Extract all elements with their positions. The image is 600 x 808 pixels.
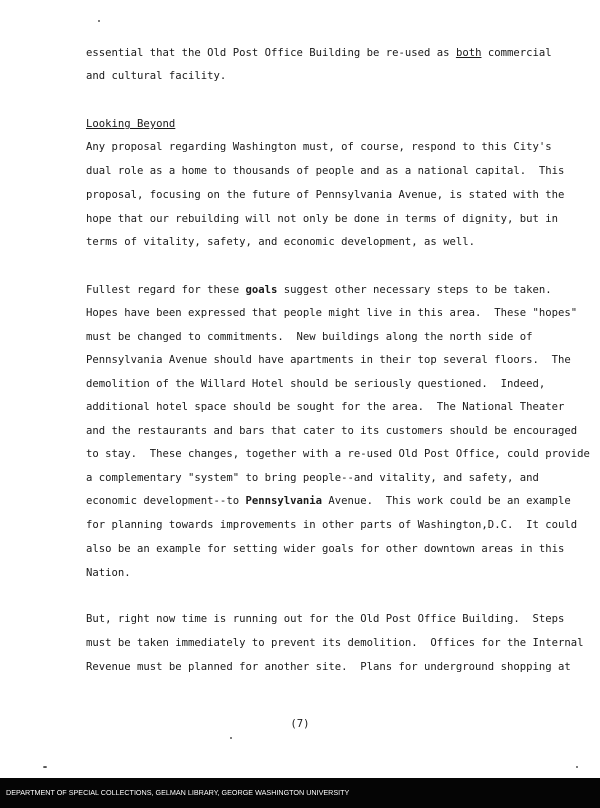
text-line: Pennsylvania Avenue should have apartments in their top several floors. The <box>86 354 571 366</box>
scan-speck <box>98 20 100 22</box>
text-line: must be changed to commitments. New buildings along the north side of <box>86 331 533 343</box>
scan-speck <box>230 737 232 739</box>
text-span: economic development--to <box>86 495 246 507</box>
text-span: Fullest regard for these <box>86 284 246 296</box>
text-line: dual role as a home to thousands of people and as a national capital. This <box>86 165 565 177</box>
section-heading: Looking Beyond <box>86 118 176 130</box>
page-number: (7) <box>290 718 310 730</box>
text-span: suggest other necessary steps to be taken. <box>277 284 552 296</box>
scan-speck <box>43 766 47 768</box>
text-line: and the restaurants and bars that cater to its customers should be encouraged <box>86 425 578 437</box>
text-line <box>86 494 571 508</box>
text-line: must be taken immediately to prevent its demolition. Offices for the Internal <box>86 637 584 649</box>
text-line: for planning towards improvements in other parts of Washington,D.C. It could <box>86 519 578 531</box>
text-line: Nation. <box>86 567 131 579</box>
emphasis-bold: Pennsylvania <box>245 495 322 507</box>
text-line: terms of vitality, safety, and economic development, as well. <box>86 236 476 248</box>
text-span: essential that the Old Post Office Building be re-used as <box>86 47 456 59</box>
text-line: proposal, focusing on the future of Pennsylvania Avenue, is stated with the <box>86 189 565 201</box>
text-line: a complementary "system" to bring people--and vitality, and safety, and <box>86 472 539 484</box>
text-line: Any proposal regarding Washington must, of course, respond to this City's <box>86 141 552 153</box>
text-line <box>86 46 552 60</box>
text-span: Avenue. This work could be an example <box>322 495 571 507</box>
text-line: Hopes have been expressed that people might live in this area. These "hopes" <box>86 307 578 319</box>
text-line: also be an example for setting wider goals for other downtown areas in this <box>86 543 565 555</box>
text-line: demolition of the Willard Hotel should be seriously questioned. Indeed, <box>86 378 546 390</box>
text-line: hope that our rebuilding will not only be done in terms of dignity, but in <box>86 213 558 225</box>
text-line: additional hotel space should be sought for the area. The National Theater <box>86 401 565 413</box>
text-line: and cultural facility. <box>86 70 227 82</box>
text-span: commercial <box>481 47 552 59</box>
emphasis-bold: goals <box>245 284 278 296</box>
text-line: to stay. These changes, together with a re-used Old Post Office, could provide <box>86 448 590 460</box>
text-line: But, right now time is running out for the Old Post Office Building. Steps <box>86 613 565 625</box>
archive-credit-bar: DEPARTMENT OF SPECIAL COLLECTIONS, GELMAN LIBRARY, GEORGE WASHINGTON UNIVERSITY <box>0 778 600 808</box>
text-line: Revenue must be planned for another site. Plans for underground shopping at <box>86 661 571 673</box>
scan-speck <box>576 766 578 768</box>
text-line <box>86 283 552 297</box>
emphasis-underline: both <box>455 47 482 59</box>
